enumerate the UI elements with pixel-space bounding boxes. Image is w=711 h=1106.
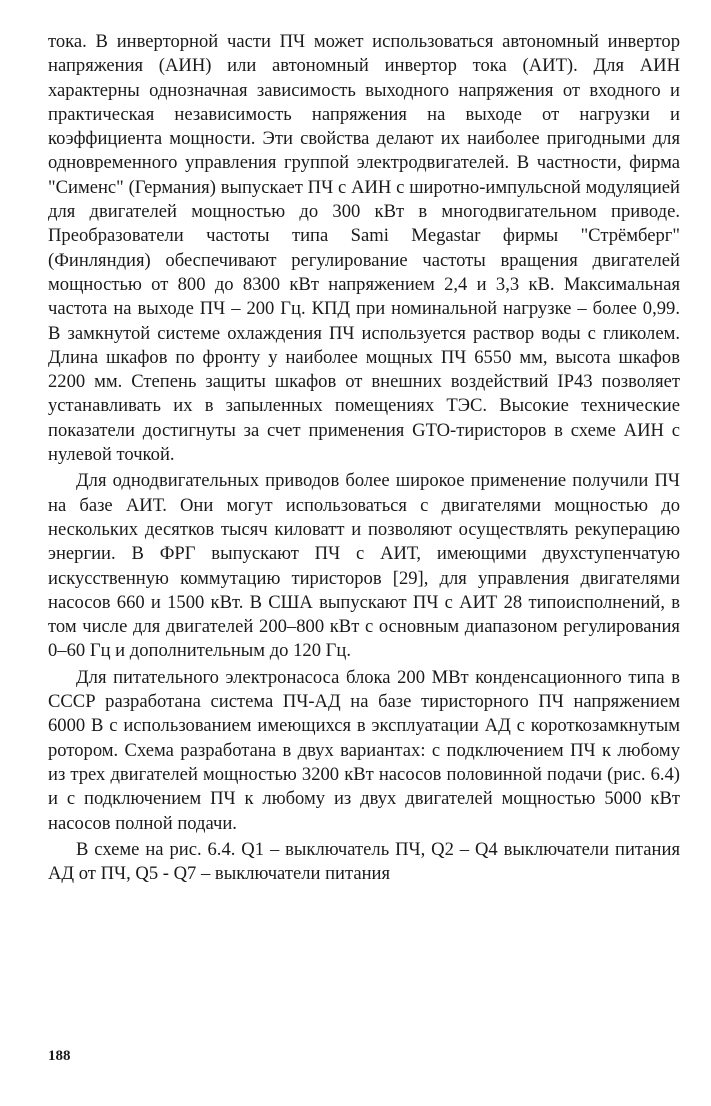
paragraph-4: В схеме на рис. 6.4. Q1 – выключатель ПЧ, Q2 – Q4 выключатели питания АД от ПЧ, Q5 - Q7 – выключатели питания <box>48 838 680 885</box>
document-page <box>48 30 680 1080</box>
paragraph-3: Для питательного электронасоса блока 200 МВт конденсационного типа в СССР разработана система ПЧ-АД на базе тиристорного ПЧ напряжением 6000 В с использованием имеющихся в эксплуатации АД с короткозамкнутым ротором. Схема разработана в двух вариантах: с подключением ПЧ к любому из трех двигателей мощностью 3200 кВт насосов половинной подачи (рис. 6.4) и с подключением ПЧ к любому из двух двигателей мощностью 5000 кВт насосов полной подачи. <box>48 666 680 834</box>
paragraph-2: Для однодвигательных приводов более широкое применение получили ПЧ на базе АИТ. Они могут использоваться с двигателями мощностью до нескольких десятков тысяч киловатт и позволяют осуществлять рекуперацию энергии. В ФРГ выпускают ПЧ с АИТ, имеющими двухступенчатую искусственную коммутацию тиристоров [29], для управления двигателями насосов 660 и 1500 кВт. В США выпускают ПЧ с АИТ 28 типоисполнений, в том числе для двигателей 200–800 кВт с основным диапазоном регулирования 0–60 Гц и дополнительным до 120 Гц. <box>48 470 680 662</box>
page-number: 188 <box>48 1048 71 1064</box>
paragraph-1: тока. В инверторной части ПЧ может использоваться автономный инвертор напряжения (АИН) или автономный инвертор тока (АИТ). Для АИН характерны однозначная зависимость выходного напряжения от входного и практическая независимость напряжения на выходе от нагрузки и коэффициента мощности. Эти свойства делают их наиболее пригодными для одновременного управления группой электродвигателей. В частности, фирма "Сименс" (Германия) выпускает ПЧ с АИН с широтно-импульсной модуляцией для двигателей мощностью до 300 кВт в многодвигательном приводе. Преобразователи частоты типа Sami Megastar фирмы "Стрёмберг" (Финляндия) обеспечивают регулирование частоты вращения двигателей мощностью от 800 до 8300 кВт напряжением 2,4 и 3,3 кВ. Максимальная частота на выходе ПЧ – 200 Гц. КПД при номинальной нагрузке – более 0,99. В замкнутой системе охлаждения ПЧ используется раствор воды с гликолем. Длина шкафов по фронту у наиболее мощных ПЧ 6550 мм, высота шкафов 2200 мм. Степень защиты шкафов от внешних воздействий IP43 позволяет устанавливать их в запыленных помещениях ТЭС. Высокие технические показатели достигнуты за счет применения GTO-тиристоров в схеме АИН с нулевой точкой. <box>48 31 680 466</box>
